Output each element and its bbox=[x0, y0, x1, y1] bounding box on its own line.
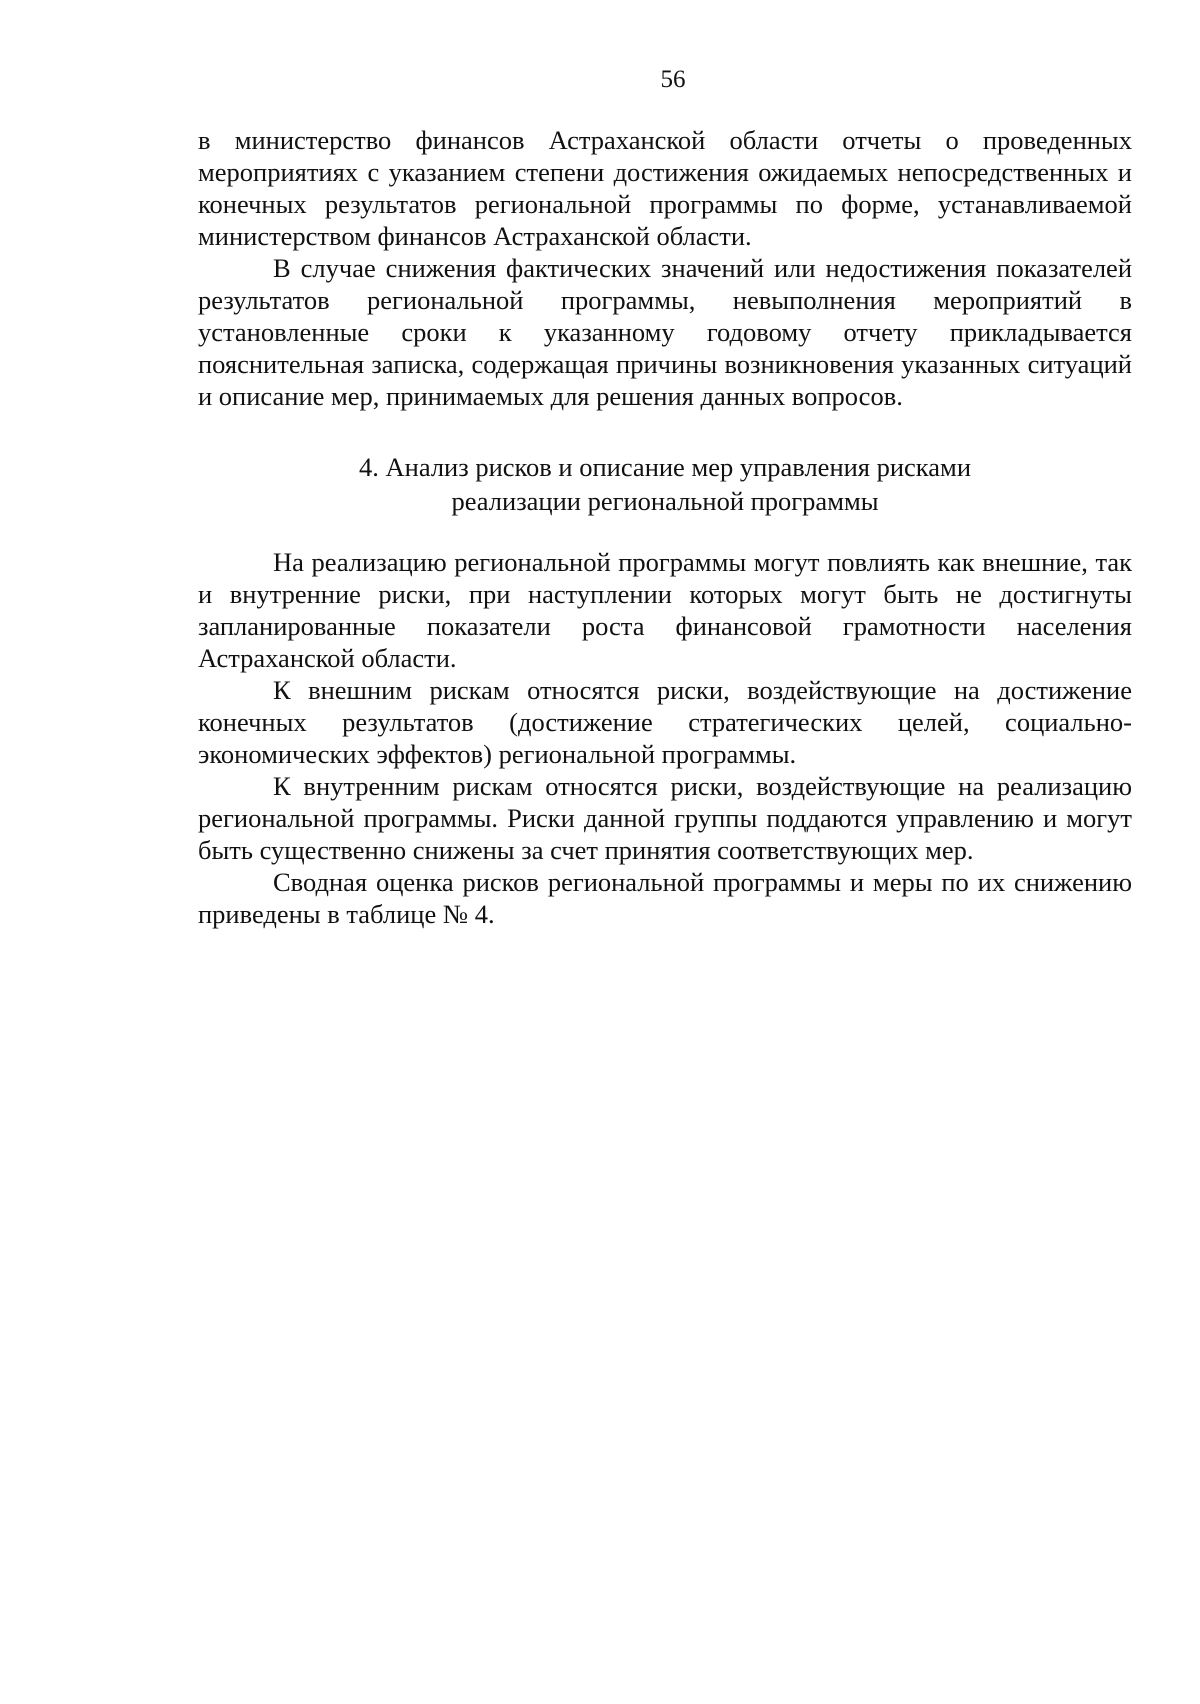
risk-analysis-text-block bbox=[198, 546, 1132, 930]
paragraph-internal-risks: К внутренним рискам относятся риски, воздействующие на реализацию региональной программы. Риски данной группы поддаются управлению и могут быть существенно снижены за счет принятия соответствующих мер. bbox=[198, 771, 1132, 865]
section-heading-line-1: 4. Анализ рисков и описание мер управления рисками bbox=[359, 452, 971, 482]
page-number: 56 bbox=[660, 66, 686, 93]
paragraph-explanatory-note: В случае снижения фактических значений или недостижения показателей результатов региональной программы, невыполнения мероприятий в установленные сроки к указанному годовому отчету прикладывается пояснительная записка, содержащая причины возникновения указанных ситуаций и описание мер, принимаемых для решения данных вопросов. bbox=[198, 253, 1132, 411]
paragraph-external-risks: К внешним рискам относятся риски, воздействующие на достижение конечных результатов (достижение стратегических целей, социально-экономических эффектов) региональной программы. bbox=[198, 675, 1132, 769]
paragraph-summary-reference: Сводная оценка рисков региональной программы и меры по их снижению приведены в таблице № 4. bbox=[198, 867, 1132, 929]
intro-text-block bbox=[198, 124, 1132, 412]
section-heading bbox=[198, 450, 1132, 518]
section-heading-line-2: реализации региональной программы bbox=[451, 486, 879, 516]
paragraph-continuation: в министерство финансов Астраханской области отчеты о проведенных мероприятиях с указанием степени достижения ожидаемых непосредственных и конечных результатов региональной программы по форме, устанавливаемой министерством финансов Астраханской области. bbox=[198, 125, 1132, 251]
paragraph-risks-overview: На реализацию региональной программы могут повлиять как внешние, так и внутренние риски, при наступлении которых могут быть не достигнуты запланированные показатели роста финансовой грамотности населения Астраханской области. bbox=[198, 547, 1132, 673]
